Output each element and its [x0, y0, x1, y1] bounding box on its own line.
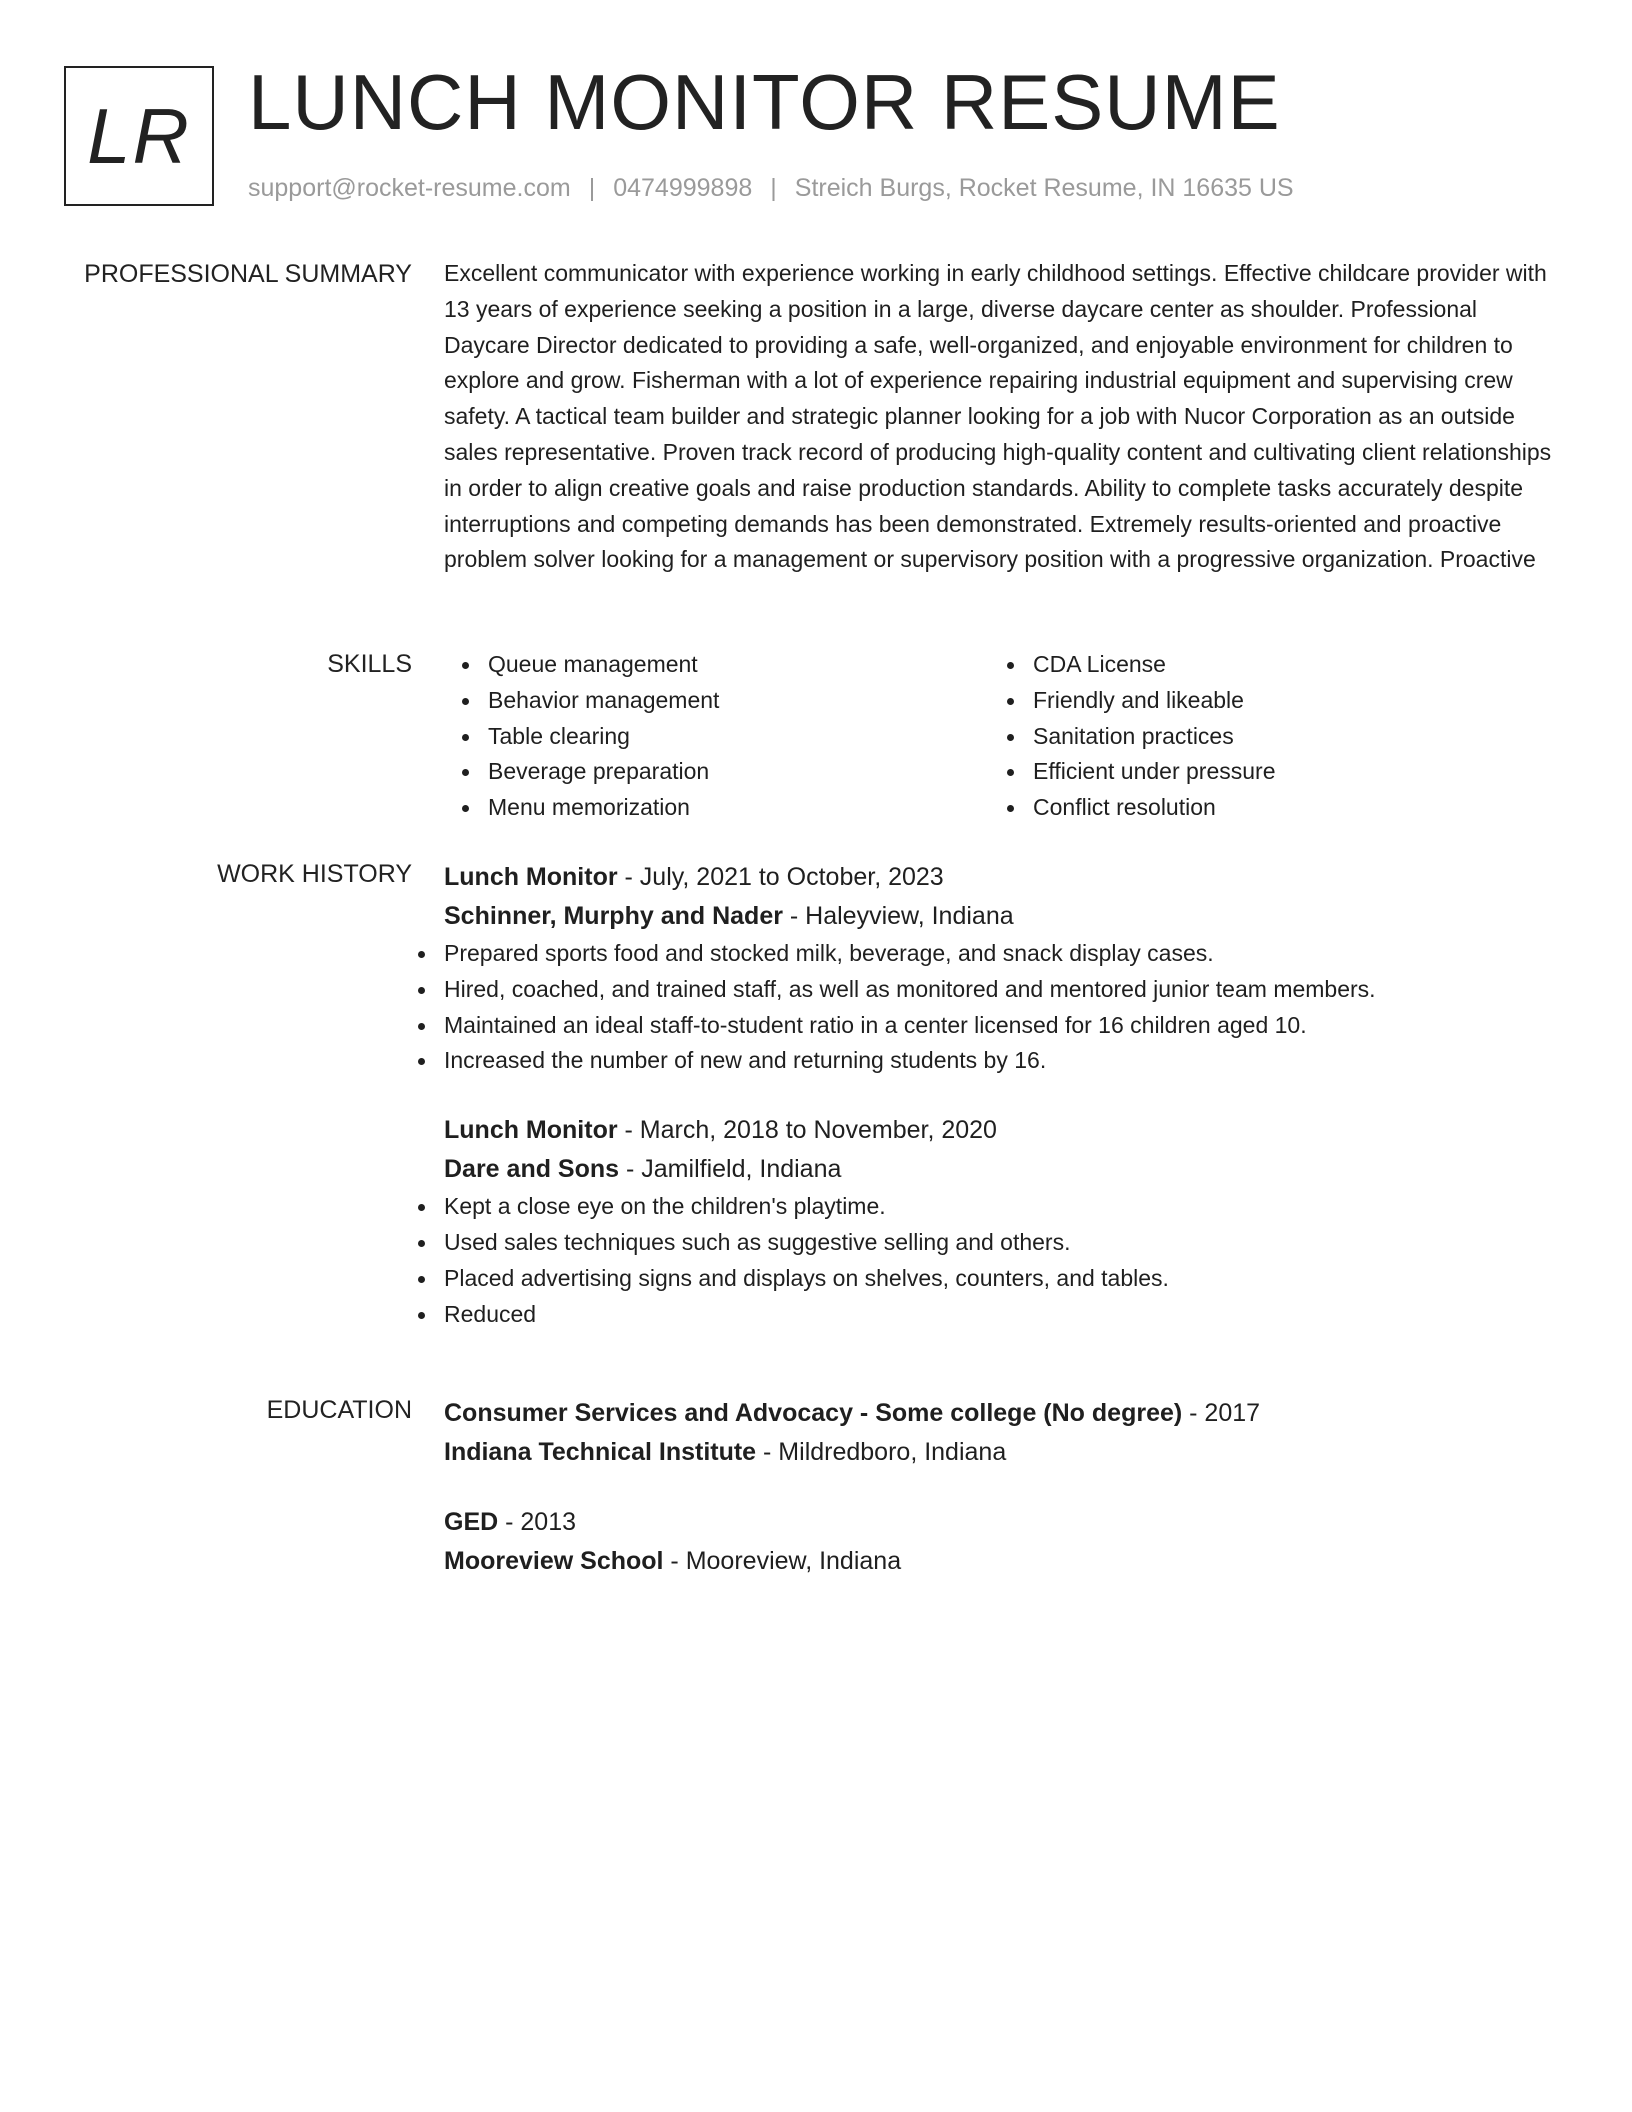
education-school-line — [444, 1542, 1554, 1581]
skill-item: Beverage preparation — [488, 754, 989, 790]
skill-item: Menu memorization — [488, 790, 989, 826]
job-bullet: Increased the number of new and returning students by 16. — [444, 1043, 1554, 1079]
skill-item: Behavior management — [488, 683, 989, 719]
skills-heading: SKILLS — [327, 650, 412, 678]
contact-phone[interactable]: 0474999898 — [613, 174, 753, 202]
education-year: - 2017 — [1182, 1399, 1261, 1427]
job-title: Lunch Monitor — [444, 1116, 618, 1145]
summary-body — [444, 258, 1554, 578]
contact-separator: | — [770, 174, 777, 202]
summary-text: Excellent communicator with experience working in early childhood settings. Effective childcare provider with 13 years of experience seeking a position in a large, diverse daycare center as shoulder. Professional Daycare Director dedicated to providing a safe, well-organized, and enjoyable environment for children to explore and grow. Fisherman with a lot of experience repairing industrial equipment and supervising crew safety. A tactical team builder and strategic planner looking for a job with Nucor Corporation as an outside sales representative. Proven track record of producing high-quality content and cultivating client relationships in order to align creative goals and raise production standards. Ability to complete tasks accurately despite interruptions and competing demands has been demonstrated. Extremely results-oriented and proactive problem solver looking for a management or supervisory position with a progressive organization. Proactive — [444, 260, 1552, 573]
summary-heading: PROFESSIONAL SUMMARY — [84, 260, 412, 288]
skill-item: Friendly and likeable — [1033, 683, 1534, 719]
education-school: Indiana Technical Institute — [444, 1438, 757, 1466]
education-heading: EDUCATION — [266, 1396, 412, 1424]
job-bullet: Kept a close eye on the children's playtime. — [444, 1189, 1554, 1225]
job-dates: - July, 2021 to October, 2023 — [617, 863, 944, 891]
job-bullet: Reduced — [444, 1297, 1554, 1333]
job-bullet: Placed advertising signs and displays on shelves, counters, and tables. — [444, 1261, 1554, 1297]
education-degree: Consumer Services and Advocacy - Some college (No degree) — [444, 1399, 1183, 1427]
monogram-text: LR — [87, 91, 191, 180]
contact-line — [248, 172, 1294, 204]
job-location: - Haleyview, Indiana — [782, 902, 1014, 930]
education-school: Mooreview School — [444, 1547, 664, 1575]
education-entry — [444, 1394, 1554, 1472]
job-bullet: Prepared sports food and stocked milk, beverage, and snack display cases. — [444, 936, 1554, 972]
contact-email[interactable]: support@rocket-resume.com — [248, 174, 571, 202]
education-degree-line — [444, 1394, 1554, 1433]
contact-separator: | — [588, 174, 596, 202]
job-dates: - March, 2018 to November, 2020 — [617, 1116, 997, 1145]
job-entry — [444, 858, 1554, 1079]
job-bullet: Used sales techniques such as suggestive selling and others. — [444, 1225, 1554, 1261]
education-location: - Mooreview, Indiana — [663, 1547, 902, 1575]
skill-item: Queue management — [488, 647, 989, 683]
skill-item: CDA License — [1033, 647, 1534, 683]
job-location: - Jamilfield, Indiana — [619, 1155, 842, 1184]
education-year: - 2013 — [498, 1508, 577, 1536]
job-title: Lunch Monitor — [444, 863, 618, 891]
job-bullet: Maintained an ideal staff-to-student ratio in a center licensed for 16 children aged 10. — [444, 1008, 1554, 1044]
job-company: Schinner, Murphy and Nader — [444, 902, 783, 930]
skill-item: Efficient under pressure — [1033, 754, 1534, 790]
contact-address: Streich Burgs, Rocket Resume, IN 16635 US — [794, 174, 1294, 202]
skills-column-right — [989, 647, 1534, 826]
resume-title: LUNCH MONITOR RESUME — [248, 58, 1281, 146]
job-company-line — [444, 1150, 1554, 1189]
skill-item: Table clearing — [488, 719, 989, 755]
job-company-line — [444, 897, 1554, 936]
monogram-logo — [64, 66, 214, 206]
job-title-line — [444, 858, 1554, 897]
skills-body — [444, 648, 1554, 826]
skill-item: Sanitation practices — [1033, 719, 1534, 755]
job-entry — [444, 1111, 1554, 1332]
job-bullets — [444, 1189, 1554, 1332]
job-bullets — [444, 936, 1554, 1079]
skill-item: Conflict resolution — [1033, 790, 1534, 826]
skills-column-left — [444, 647, 989, 826]
job-bullet: Hired, coached, and trained staff, as well as monitored and mentored junior team members. — [444, 972, 1554, 1008]
education-degree-line — [444, 1503, 1554, 1542]
education-body — [444, 1394, 1554, 1581]
education-entry — [444, 1503, 1554, 1581]
job-title-line — [444, 1111, 1554, 1150]
education-degree: GED — [444, 1508, 499, 1536]
job-company: Dare and Sons — [444, 1155, 620, 1184]
education-school-line — [444, 1433, 1554, 1472]
education-location: - Mildredboro, Indiana — [756, 1438, 1007, 1466]
work-history-heading: WORK HISTORY — [217, 860, 412, 888]
work-history-body — [444, 858, 1554, 1332]
